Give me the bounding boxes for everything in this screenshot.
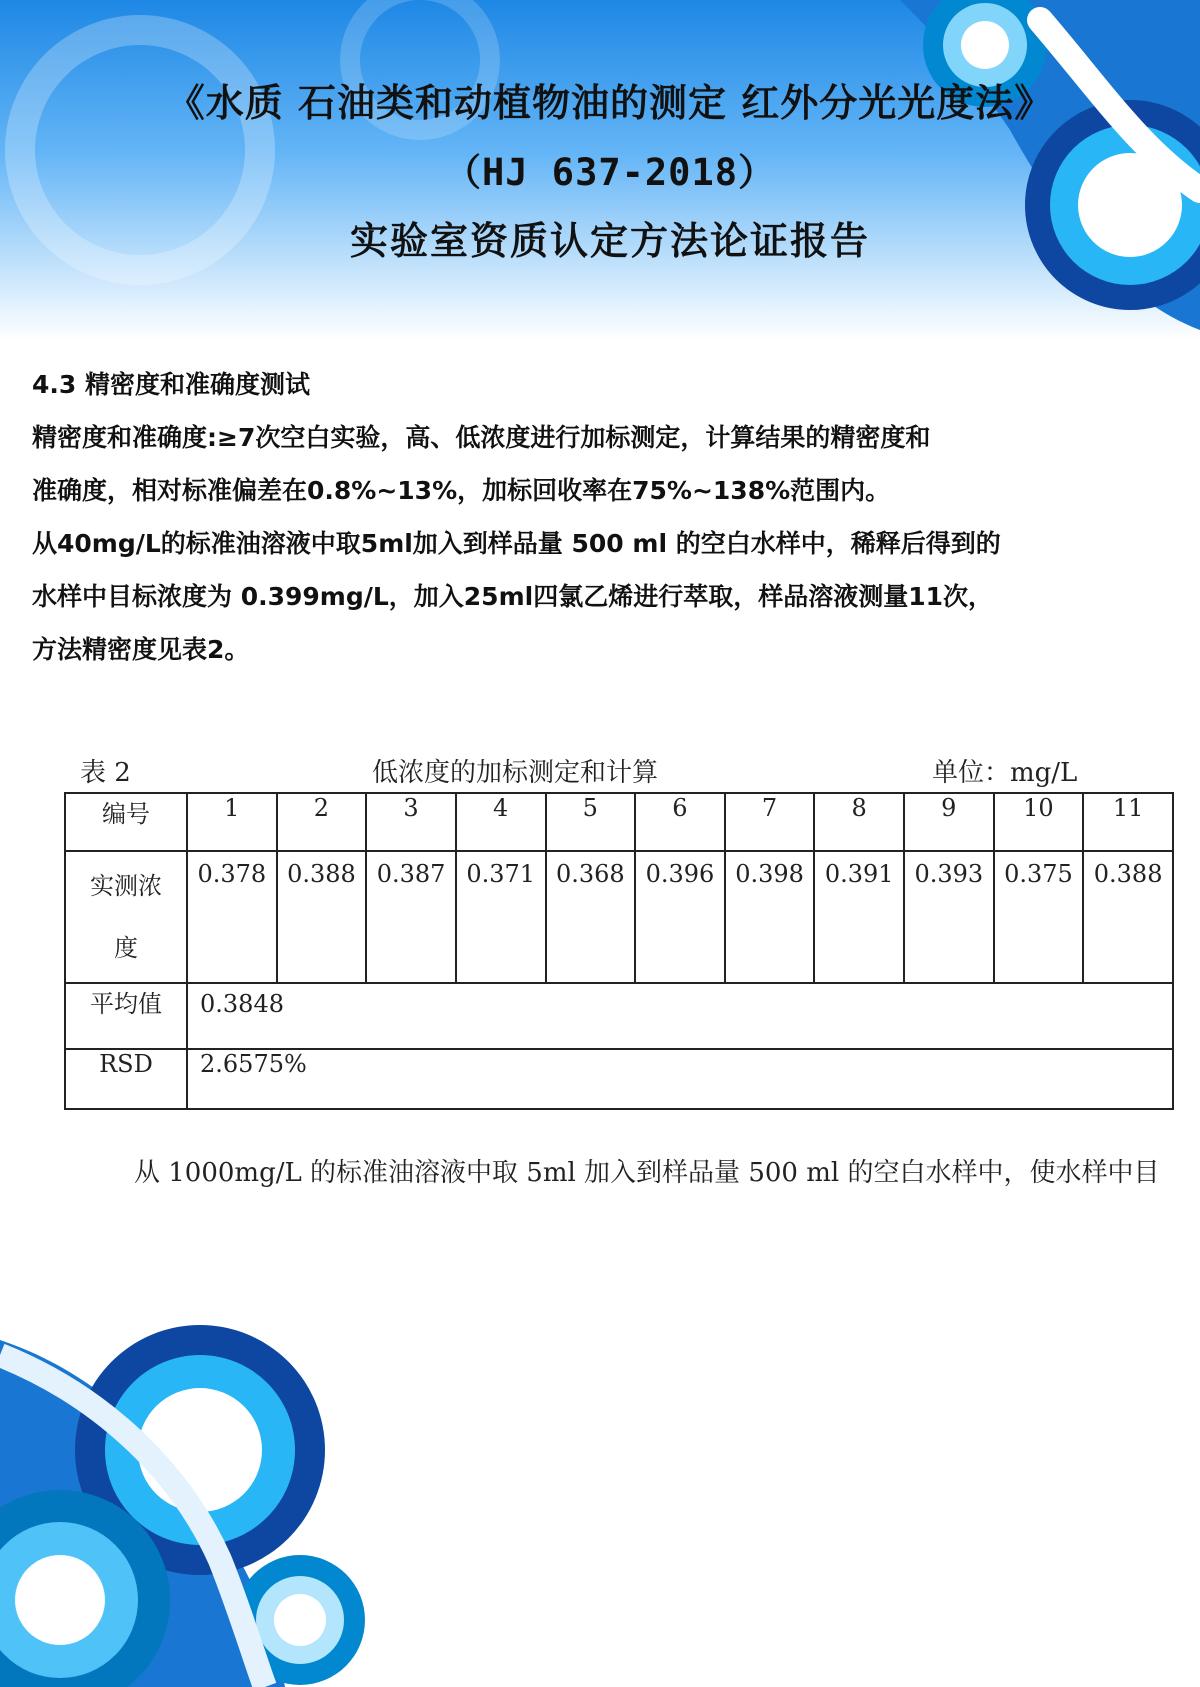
value-cell: 0.368 [546, 851, 636, 983]
value-cell: 0.393 [904, 851, 994, 983]
table-header-row [65, 793, 1173, 851]
number-cell: 1 [187, 793, 277, 851]
body-line-3: 从40mg/L的标准油溶液中取5ml加入到样品量 500 ml 的空白水样中，稀释后得到的 [32, 529, 1001, 558]
rsd-label-cell: RSD [65, 1049, 187, 1109]
number-cell: 5 [546, 793, 636, 851]
note-text: 从 1000mg/L 的标准油溶液中取 5ml 加入到样品量 500 ml 的空白水样中，使水样中目 [134, 1158, 1160, 1188]
value-cell: 0.371 [456, 851, 546, 983]
value-cell: 0.391 [814, 851, 904, 983]
number-cell: 4 [456, 793, 546, 851]
value-cell: 0.388 [277, 851, 367, 983]
data-table [64, 792, 1174, 1110]
concentration-label-cell [65, 851, 187, 983]
number-cell: 11 [1083, 793, 1173, 851]
concentration-label-line-2: 度 [114, 934, 138, 962]
average-value-cell: 0.3848 [187, 983, 1173, 1049]
concentration-label-line-1: 实测浓 [90, 872, 162, 900]
average-label-cell: 平均值 [65, 983, 187, 1049]
value-cell: 0.396 [635, 851, 725, 983]
number-cell: 10 [994, 793, 1084, 851]
header-label-cell: 编号 [65, 793, 187, 851]
table-label: 表 2 [80, 758, 131, 788]
value-cell: 0.375 [994, 851, 1084, 983]
value-cell: 0.378 [187, 851, 277, 983]
body-line-2: 准确度，相对标准偏差在0.8%~13%，加标回收率在75%~138%范围内。 [32, 476, 891, 505]
number-cell: 7 [725, 793, 815, 851]
title-line-2: （HJ 637-2018） [443, 151, 777, 194]
number-cell: 6 [635, 793, 725, 851]
number-cell: 3 [366, 793, 456, 851]
rsd-value-cell: 2.6575% [187, 1049, 1173, 1109]
value-cell: 0.388 [1083, 851, 1173, 983]
body-line-1: 精密度和准确度:≥7次空白实验，高、低浓度进行加标测定，计算结果的精密度和 [32, 423, 931, 452]
title-line-1: 《水质 石油类和动植物油的测定 红外分光光度法》 [166, 81, 1054, 125]
section-body [32, 358, 1182, 676]
number-cell: 2 [277, 793, 367, 851]
title-line-3: 实验室资质认定方法论证报告 [349, 219, 870, 263]
table-unit: 单位：mg/L [932, 758, 1078, 788]
table-row-rsd [65, 1049, 1173, 1109]
section-heading: 4.3 精密度和准确度测试 [32, 370, 310, 399]
table-caption: 低浓度的加标测定和计算 [372, 758, 659, 788]
value-cell: 0.398 [725, 851, 815, 983]
number-cell: 8 [814, 793, 904, 851]
body-line-4: 水样中目标浓度为 0.399mg/L，加入25ml四氯乙烯进行萃取，样品溶液测量11次， [32, 582, 993, 611]
table-row-concentration [65, 851, 1173, 983]
body-line-5: 方法精密度见表2。 [32, 635, 250, 664]
value-cell: 0.387 [366, 851, 456, 983]
table-row-average [65, 983, 1173, 1049]
number-cell: 9 [904, 793, 994, 851]
